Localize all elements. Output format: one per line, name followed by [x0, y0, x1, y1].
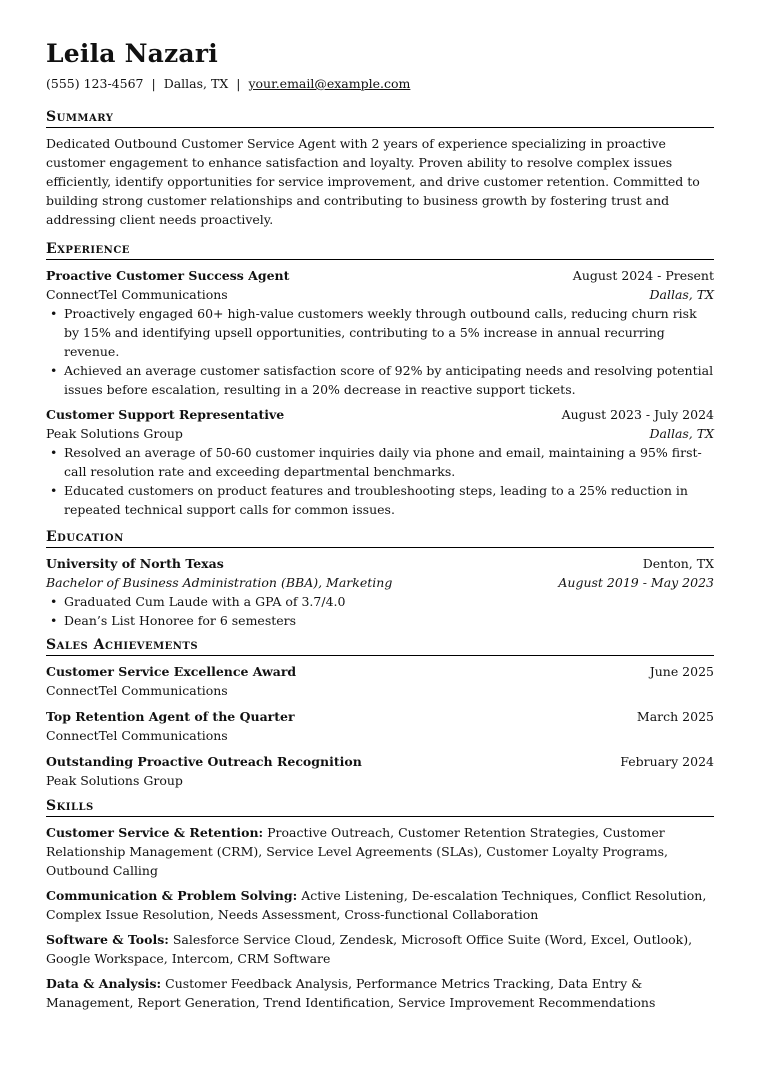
- achievement-entry: [46, 707, 714, 745]
- skill-line: [46, 823, 714, 880]
- skill-label: Communication & Problem Solving:: [46, 888, 298, 903]
- achievement-org: Peak Solutions Group: [46, 773, 183, 788]
- list-item: • Achieved an average customer satisfaction score of 92% by anticipating needs and resolving potential issues before escalation, resulting in a 20% decrease in reactive support tickets.: [46, 361, 714, 399]
- summary-text: Dedicated Outbound Customer Service Agent with 2 years of experience specializing in proactive customer engagement to enhance satisfaction and loyalty. Proven ability to resolve complex issues efficiently, identify opportunities for service improvement, and drive customer retention. Committed to building strong customer relationships and contributing to business growth by fostering trust and addressing client needs proactively.: [46, 136, 700, 227]
- achievement-org: ConnectTel Communications: [46, 683, 228, 698]
- bullet-list: [46, 592, 714, 630]
- skill-text: Proactive Outreach, Customer Retention Strategies, Customer Relationship Management (CRM), Service Level Agreements (SLAs), Customer Loyalty Programs, Outbound Calling: [46, 825, 668, 878]
- skill-label: Software & Tools:: [46, 932, 169, 947]
- skill-label: Customer Service & Retention:: [46, 825, 264, 840]
- achievement-title: Top Retention Agent of the Quarter: [46, 709, 295, 724]
- bullet-list: [46, 304, 714, 399]
- degree: Bachelor of Business Administration (BBA), Marketing: [46, 575, 393, 590]
- list-item: • Dean’s List Honoree for 6 semesters: [46, 611, 714, 630]
- company-name: Peak Solutions Group: [46, 426, 183, 441]
- skill-text: Customer Feedback Analysis, Performance Metrics Tracking, Data Entry & Management, Report Generation, Trend Identification, Service Improvement Recommendations: [46, 976, 656, 1010]
- job-location: Dallas, TX: [649, 426, 714, 441]
- job-location: Dallas, TX: [649, 287, 714, 302]
- education-dates: August 2019 - May 2023: [558, 575, 714, 590]
- job-dates: August 2023 - July 2024: [561, 407, 714, 422]
- section-title-experience: Experience: [46, 240, 714, 260]
- achievement-org: ConnectTel Communications: [46, 728, 228, 743]
- achievement-title: Outstanding Proactive Outreach Recognition: [46, 754, 362, 769]
- section-title-summary: Summary: [46, 108, 714, 128]
- list-item: • Resolved an average of 50-60 customer inquiries daily via phone and email, maintaining a 95% first-call resolution rate and exceeding departmental benchmarks.: [46, 443, 714, 481]
- skill-text: Salesforce Service Cloud, Zendesk, Microsoft Office Suite (Word, Excel, Outlook), Google Workspace, Intercom, CRM Software: [46, 932, 693, 966]
- location: Dallas, TX: [163, 76, 229, 91]
- list-item: • Educated customers on product features and troubleshooting steps, leading to a 25% reduction in repeated technical support calls for common issues.: [46, 481, 714, 519]
- candidate-name: Leila Nazari: [46, 39, 218, 68]
- section-title-education: Education: [46, 528, 714, 548]
- achievement-date: February 2024: [620, 754, 714, 769]
- skill-line: [46, 974, 714, 1012]
- achievement-entry: [46, 752, 714, 790]
- job-title: Customer Support Representative: [46, 407, 285, 422]
- skill-label: Data & Analysis:: [46, 976, 162, 991]
- skill-line: [46, 886, 714, 924]
- achievement-entry: [46, 662, 714, 700]
- skill-line: [46, 930, 714, 968]
- experience-entry: [46, 266, 714, 399]
- experience-entry: [46, 405, 714, 519]
- resume-page: [46, 38, 714, 1018]
- job-dates: August 2024 - Present: [572, 268, 714, 283]
- contact-separator: |: [236, 76, 241, 91]
- job-title: Proactive Customer Success Agent: [46, 268, 290, 283]
- email-link[interactable]: your.email@example.com: [248, 76, 411, 91]
- achievement-date: June 2025: [649, 664, 714, 679]
- skill-text: Active Listening, De-escalation Techniques, Conflict Resolution, Complex Issue Resolution, Needs Assessment, Cross-functional Collaboration: [46, 888, 707, 922]
- achievement-date: March 2025: [636, 709, 714, 724]
- section-title-achievements: Sales Achievements: [46, 636, 714, 656]
- education-entry: [46, 554, 714, 630]
- contact-line: [46, 76, 714, 92]
- bullet-list: [46, 443, 714, 519]
- school-name: University of North Texas: [46, 556, 224, 571]
- contact-separator: |: [151, 76, 156, 91]
- company-name: ConnectTel Communications: [46, 287, 228, 302]
- school-location: Denton, TX: [642, 556, 714, 571]
- section-title-skills: Skills: [46, 797, 714, 817]
- phone: (555) 123-4567: [46, 76, 144, 91]
- list-item: • Proactively engaged 60+ high-value customers weekly through outbound calls, reducing churn risk by 15% and identifying upsell opportunities, contributing to a 5% increase in annual recurring revenue.: [46, 304, 714, 361]
- achievement-title: Customer Service Excellence Award: [46, 664, 297, 679]
- list-item: • Graduated Cum Laude with a GPA of 3.7/4.0: [46, 592, 714, 611]
